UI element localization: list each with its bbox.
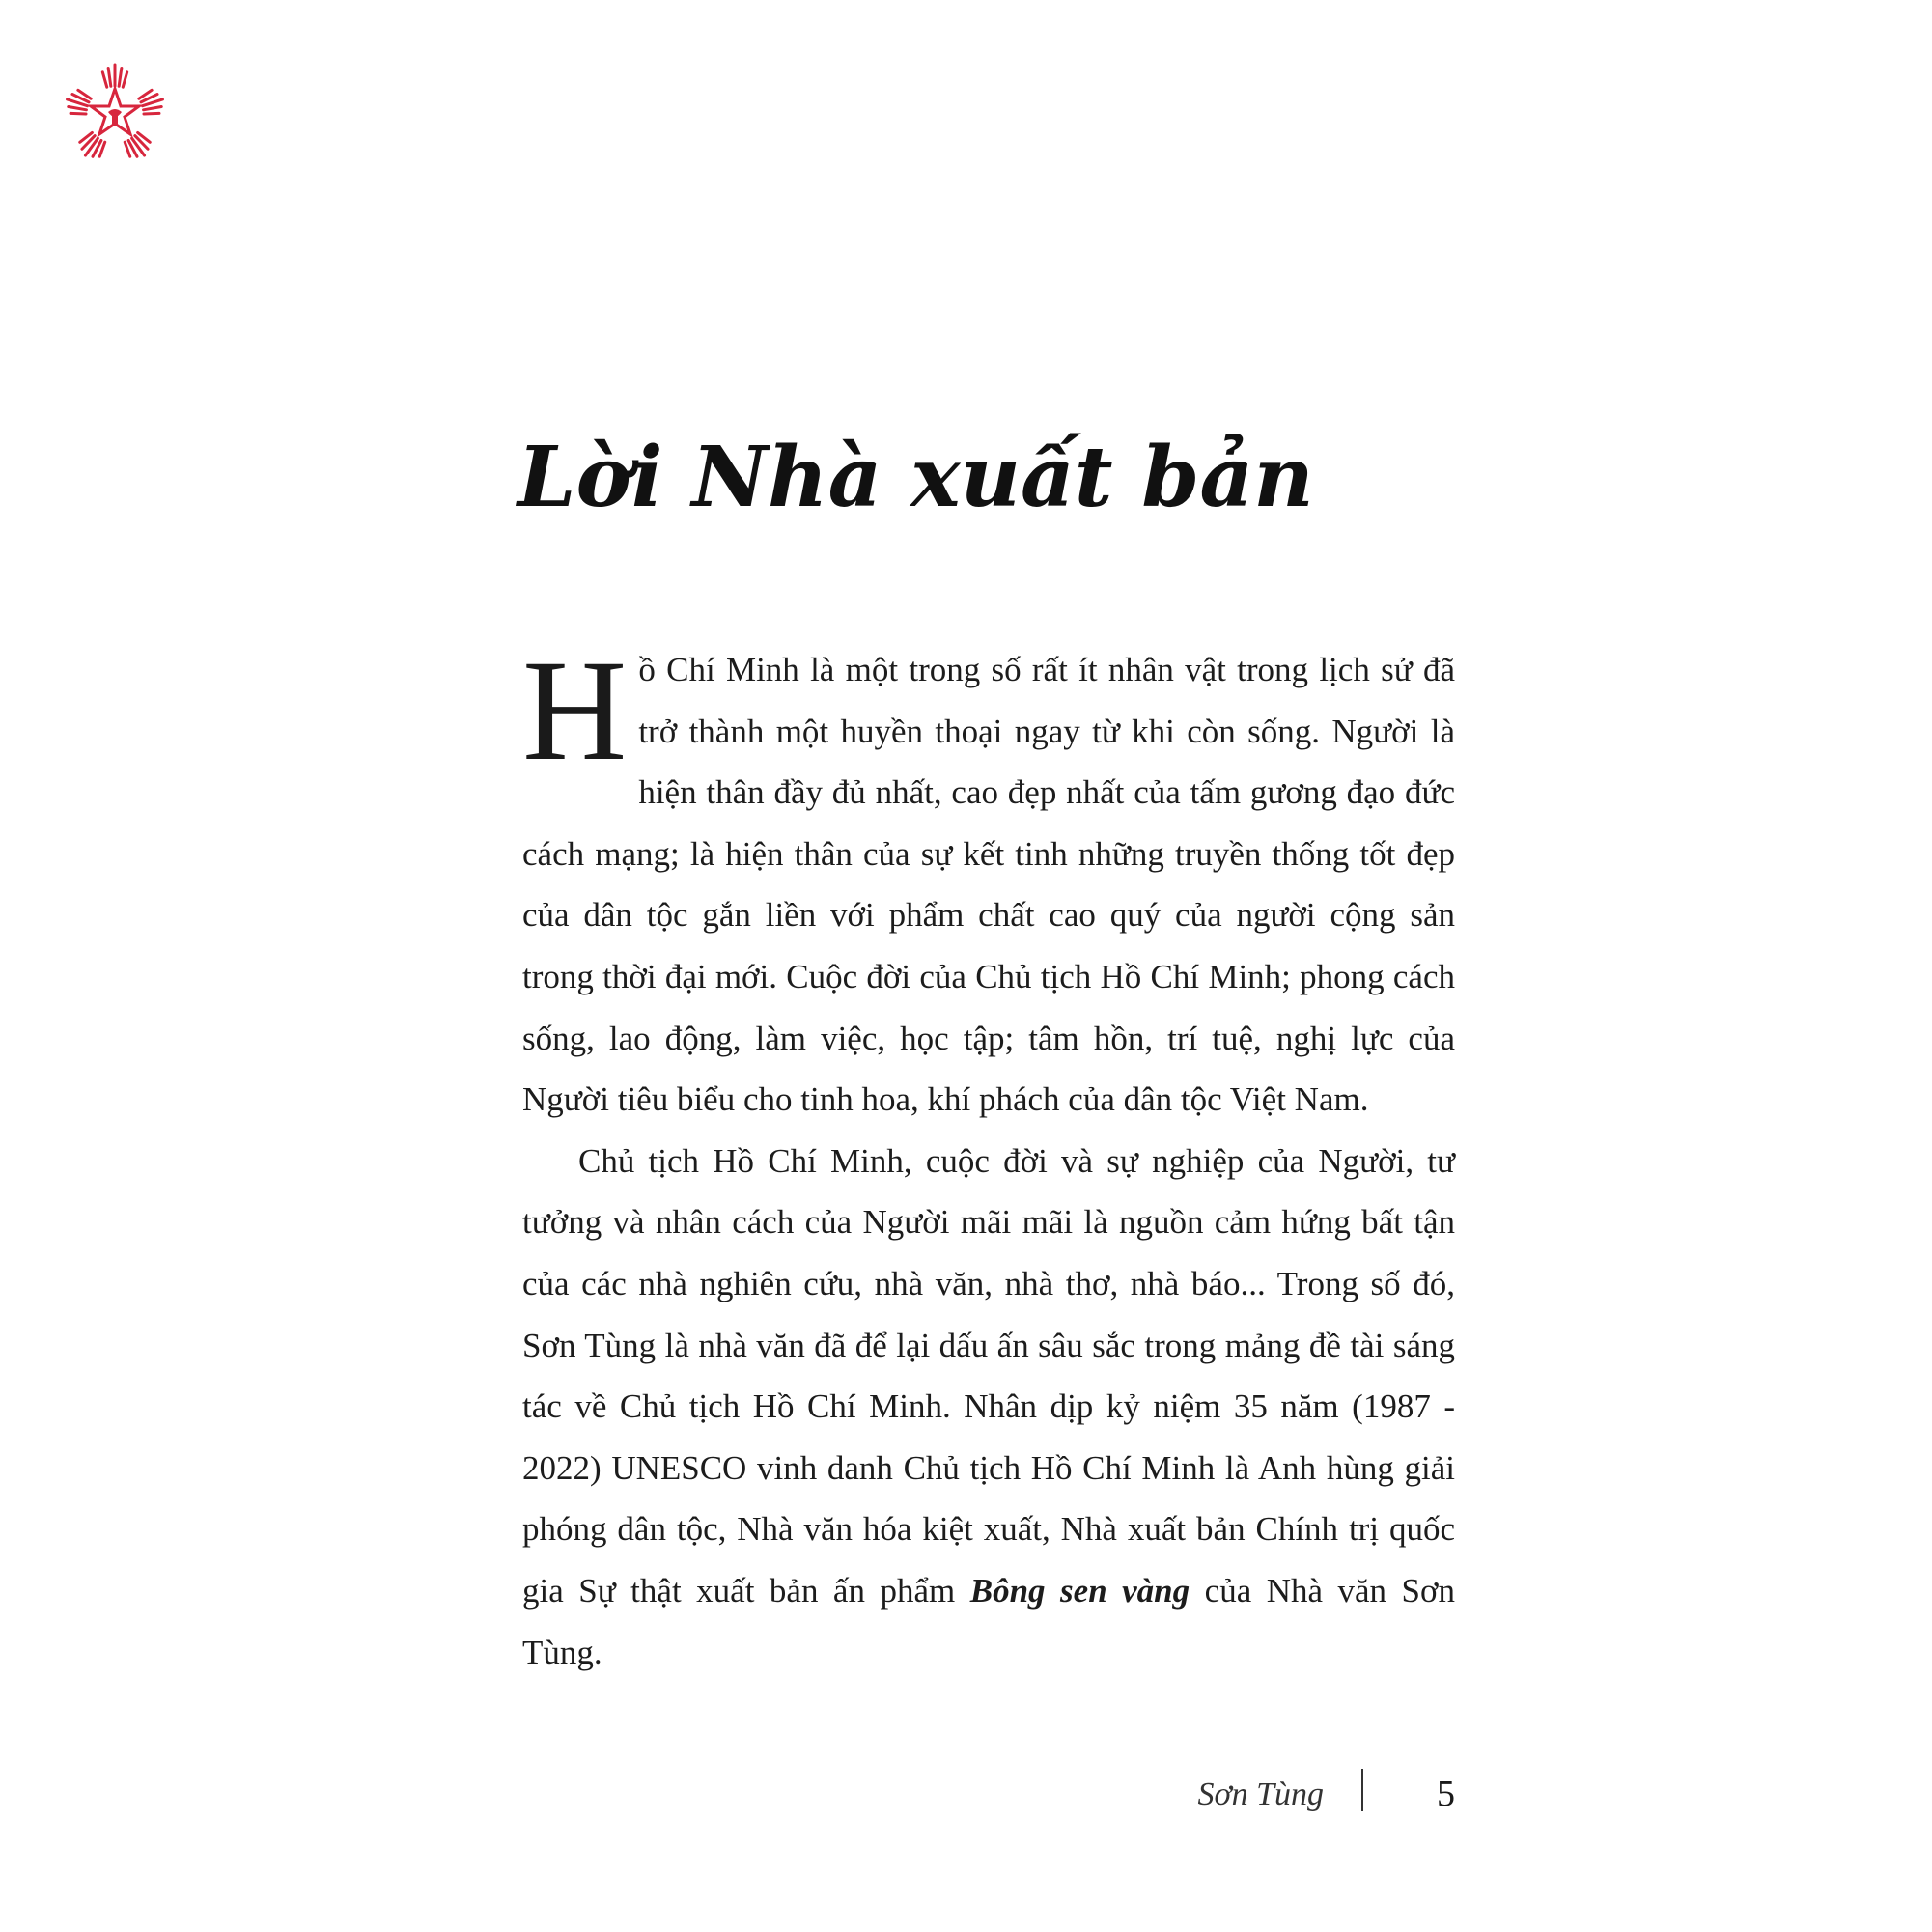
body-text [522,630,1456,1683]
publisher-logo [62,62,168,168]
footer-divider [1361,1769,1363,1811]
paragraph-1-text: ồ Chí Minh là một trong số rất ít nhân vật trong lịch sử đã trở thành một huyền thoại ngay từ khi còn sống. Người là hiện thân đầy đủ nhất, cao đẹp nhất của tấm gương đạo đức cách mạng; là hiện thân của sự kết tinh những truyền thống tốt đẹp của dân tộc gắn liền với phẩm chất cao quý của người cộng sản trong thời đại mới. Cuộc đời của Chủ tịch Hồ Chí Minh; phong cách sống, lao động, làm việc, học tập; tâm hồn, trí tuệ, nghị lực của Người tiêu biểu cho tinh hoa, khí phách của dân tộc Việt Nam. [522,651,1455,1119]
paragraph-1 [522,630,1455,1131]
page-footer [0,1769,1932,1827]
footer-author: Sơn Tùng [1197,1777,1324,1812]
book-title: Bông sen vàng [969,1571,1190,1610]
red-star-emblem-icon [62,62,168,168]
paragraph-2 [522,1131,1455,1683]
page-number: 5 [1437,1774,1455,1814]
drop-cap: H [522,630,628,791]
page-title: Lời Nhà xuất bản [518,429,1314,526]
paragraph-2-text-end: của Nhà văn Sơn Tùng. [522,1571,1456,1671]
paragraph-2-text: Chủ tịch Hồ Chí Minh, cuộc đời và sự nghiệp của Người, tư tưởng và nhân cách của Người mãi mãi là nguồn cảm hứng bất tận của các nhà nghiên cứu, nhà văn, nhà thơ, nhà báo... Trong số đó, Sơn Tùng là nhà văn đã để lại dấu ấn sâu sắc trong mảng đề tài sáng tác về Chủ tịch Hồ Chí Minh. Nhân dịp kỷ niệm 35 năm (1987 - 2022) UNESCO vinh danh Chủ tịch Hồ Chí Minh là Anh hùng giải phóng dân tộc, Nhà văn hóa kiệt xuất, Nhà xuất bản Chính trị quốc gia Sự thật xuất bản ấn phẩm [522,1141,1455,1610]
